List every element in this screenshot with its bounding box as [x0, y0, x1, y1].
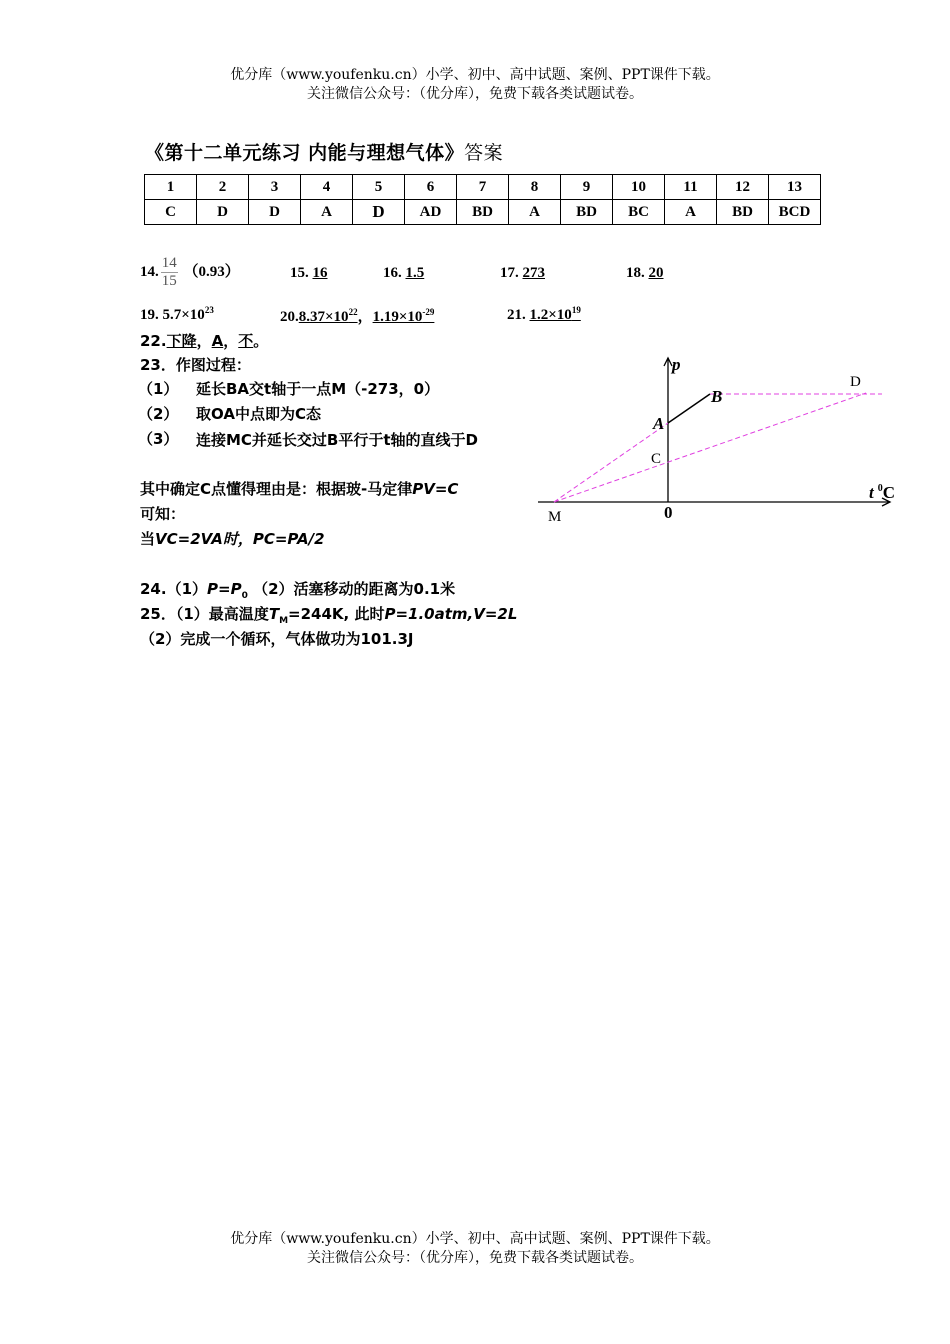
q16-answer: 1.5 [405, 265, 425, 281]
q23-reason-line1 [140, 478, 458, 499]
answer-25 [140, 603, 517, 626]
label-t-unit: C [882, 483, 896, 502]
q25-label: 25． [140, 605, 176, 623]
answer-18 [626, 265, 664, 282]
q23-reason-line2: 可知： [140, 505, 186, 523]
table-cell: AD [405, 200, 457, 225]
q14-denominator: 15 [161, 273, 177, 289]
table-cell: BC [613, 200, 665, 225]
q22-sep-1: ， [196, 332, 212, 350]
q21-label: 21. [507, 307, 526, 323]
table-cell: 9 [561, 175, 613, 200]
label-origin: 0 [664, 503, 673, 522]
q22-answer-2: A [211, 332, 224, 350]
table-cell: 12 [717, 175, 769, 200]
q24-equation-sub: 0 [241, 591, 248, 601]
answer-14 [140, 255, 240, 290]
label-C: C [651, 451, 662, 467]
q18-label: 18. [626, 265, 645, 281]
label-B: B [711, 387, 723, 406]
answer-17 [500, 265, 545, 282]
q23-step2-text: 取OA中点即为C态 [196, 405, 321, 423]
q22-answer-1: 下降 [166, 332, 197, 350]
q20-a-base: 8.37×10 [298, 309, 349, 325]
q25-part1: （1）最高温度 [175, 605, 269, 623]
q20-answer-a [299, 309, 358, 325]
q23-reason3-equation: VC=2VA时，PC=PA/2 [155, 530, 325, 548]
table-cell: BCD [769, 200, 821, 225]
answer-19 [140, 305, 214, 324]
q23-step3-label: （3） [138, 430, 179, 448]
label-p: p [672, 355, 681, 374]
q25-state: P=1.0atm,V=2L [384, 605, 518, 623]
table-cell: BD [457, 200, 509, 225]
q23-heading: 23．作图过程： [140, 356, 251, 374]
q15-label: 15. [290, 265, 309, 281]
table-cell: A [509, 200, 561, 225]
q18-answer: 20 [648, 265, 664, 281]
q15-answer: 16 [312, 265, 328, 281]
q21-answer [530, 307, 581, 323]
table-cell: 13 [769, 175, 821, 200]
pt-diagram [530, 350, 910, 530]
answer-25-part2: （2）完成一个循环，气体做功为101.3J [140, 630, 414, 648]
table-cell: 3 [249, 175, 301, 200]
q24-equation: P=P [207, 580, 242, 598]
q17-label: 17. [500, 265, 519, 281]
q23-reason3-prefix: 当 [140, 530, 156, 548]
q23-reason-equation: PV=C [412, 480, 459, 498]
q20-label: 20. [280, 309, 299, 325]
label-D: D [850, 374, 861, 390]
line-MD-dashed [554, 393, 866, 502]
table-cell: D [353, 200, 405, 225]
q22-end: 。 [253, 332, 269, 350]
q17-answer: 273 [522, 265, 545, 281]
q22-answer-3: 不 [238, 332, 254, 350]
title-suffix: 答案 [464, 142, 504, 164]
q25-t-sub: M [279, 616, 289, 626]
q24-part1: （1） [166, 580, 208, 598]
table-cell: D [197, 200, 249, 225]
answer-16 [383, 265, 424, 282]
table-cell: 2 [197, 175, 249, 200]
label-t-axis [869, 483, 895, 502]
answer-24 [140, 578, 455, 601]
q24-part2: （2）活塞移动的距离为0.1米 [253, 580, 456, 598]
answer-15 [290, 265, 328, 282]
page-title [145, 138, 503, 165]
q14-numerator: 14 [161, 255, 177, 271]
q19-base: 5.7×10 [162, 307, 205, 323]
title-main: 《第十二单元练习 内能与理想气体》 [145, 142, 465, 164]
table-cell: A [301, 200, 353, 225]
table-cell: 8 [509, 175, 561, 200]
footer-line-2: 关注微信公众号：（优分库），免费下载各类试题试卷。 [307, 1250, 643, 1266]
label-t: t [869, 483, 874, 502]
table-cell: BD [561, 200, 613, 225]
q23-step1-label: （1） [138, 380, 179, 398]
table-cell: A [665, 200, 717, 225]
q20-separator: ， [357, 309, 373, 325]
table-cell: 5 [353, 175, 405, 200]
table-cell: 6 [405, 175, 457, 200]
table-cell: BD [717, 200, 769, 225]
answer-20 [280, 305, 434, 326]
q20-answer-b [373, 309, 435, 325]
q25-t-symbol: T [268, 605, 280, 623]
q20-b-base: 1.19×10 [372, 309, 423, 325]
q14-fraction [161, 255, 178, 290]
table-cell: D [249, 200, 301, 225]
label-A: A [653, 414, 665, 433]
label-M: M [548, 509, 562, 525]
table-cell: 7 [457, 175, 509, 200]
q22-label: 22. [140, 332, 167, 350]
answer-table-answers-row [145, 200, 821, 225]
q14-label: 14. [140, 263, 159, 280]
answer-22 [140, 330, 268, 351]
q14-extra: （0.93） [183, 263, 240, 280]
footer-line-1: 优分库（www.youfenku.cn）小学、初中、高中试题、案例、PPT课件下载。 [230, 1231, 720, 1247]
q22-sep-2: ， [223, 332, 239, 350]
table-cell: 10 [613, 175, 665, 200]
q21-base: 1.2×10 [529, 307, 572, 323]
table-cell: 1 [145, 175, 197, 200]
q23-step1-text: 延长BA交t轴于一点M（-273，0） [196, 380, 440, 398]
q16-label: 16. [383, 265, 402, 281]
q23-step3-text: 连接MC并延长交过B平行于t轴的直线于D [196, 431, 478, 449]
header-line-1: 优分库（www.youfenku.cn）小学、初中、高中试题、案例、PPT课件下载。 [230, 67, 720, 83]
q23-step2-label: （2） [138, 405, 179, 423]
q25-t-value: =244K, 此时 [288, 605, 385, 623]
header-line-2: 关注微信公众号：（优分库），免费下载各类试题试卷。 [307, 86, 643, 102]
answer-table-numbers-row [145, 175, 821, 200]
q21-exponent: 19 [571, 305, 581, 315]
segment-AB [668, 394, 710, 423]
q19-label: 19. [140, 307, 159, 323]
q24-label: 24. [140, 580, 167, 598]
answer-21 [507, 305, 581, 324]
table-cell: 11 [665, 175, 717, 200]
q19-exponent: 23 [204, 305, 214, 315]
q23-reason-text: 其中确定C点懂得理由是：根据玻-马定律 [140, 480, 413, 498]
answer-table [144, 174, 821, 225]
table-cell: C [145, 200, 197, 225]
q20-a-exponent: 22 [348, 307, 358, 317]
table-cell: 4 [301, 175, 353, 200]
q23-reason-line3 [140, 528, 325, 549]
label-t-sup: 0 [877, 483, 883, 494]
q20-b-exponent: -29 [422, 307, 435, 317]
